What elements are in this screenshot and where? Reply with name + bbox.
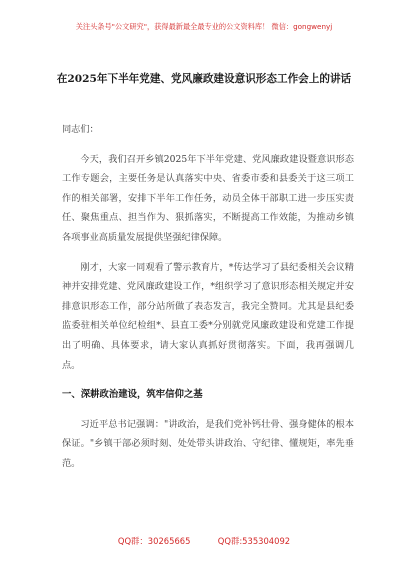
- section-heading: 一、深耕政治建设，筑牢信仰之基: [62, 389, 203, 401]
- paragraph-1: 今天，我们召开乡镇2025年下半年党建、党风廉政建设暨意识形态工作专题会，主要任务是认真落实中央、省委市委和县委关于这三项工作的相关部署，安排下半年工作任务，动员全体干部职工进一步压实责任、聚焦重点、担当作为、狠抓落实，不断提高工作效能，为推动乡镇各项事业高质量发展提供坚强纪律保障。: [62, 153, 354, 243]
- salutation: 同志们：: [62, 124, 99, 135]
- document-body: [62, 120, 354, 484]
- footer-qq-group-2: QQ群:535304092: [217, 536, 291, 546]
- footer-qq-group-1: QQ群：30265665: [117, 536, 191, 546]
- paragraph-2: 刚才，大家一同观看了警示教育片，*传达学习了县纪委相关会议精神并安排党建、党风廉政建设工作，*组织学习了意识形态相关规定并安排意识形态工作，部分站所做了表态发言，我完全赞同。尤其是县纪委监委驻相关单位纪检组*、县直工委*分别就党风廉政建设和党建工作提出了明确、具体要求，请大家认真抓好贯彻落实。下面，我再强调几点。: [62, 261, 354, 371]
- footer: [0, 535, 408, 547]
- section-paragraph: 习近平总书记强调："讲政治，是我们党补钙壮骨、强身健体的根本保证。"乡镇干部必须时刻、处处带头讲政治、守纪律、懂规矩，率先垂范。: [62, 418, 354, 469]
- document-title: 在2025年下半年党建、党风廉政建设意识形态工作会上的讲话: [56, 73, 352, 85]
- top-banner: 关注头条号"公文研究"，获得最新最全最专业的公文资料库！ 微信：gongwenyj: [75, 22, 333, 31]
